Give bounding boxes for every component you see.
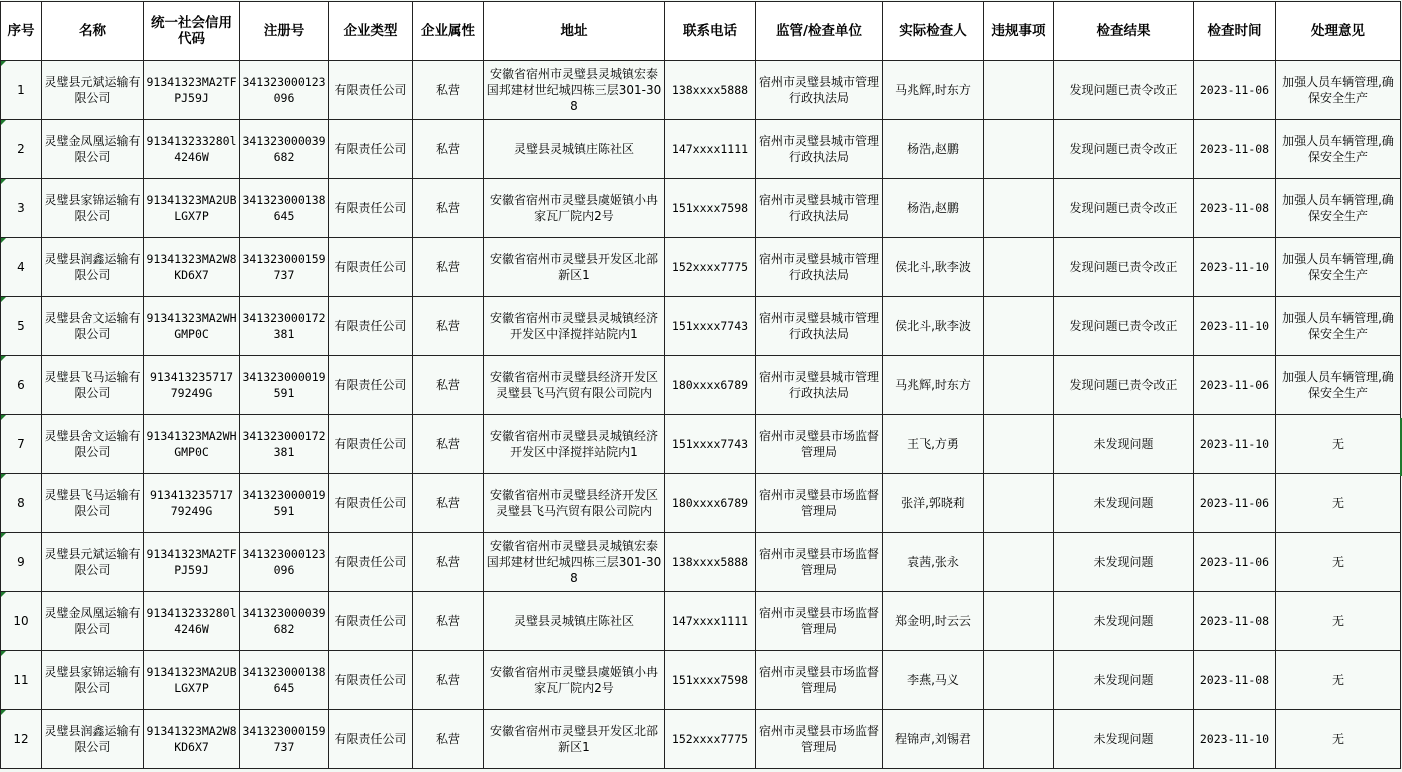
cell-opinion[interactable]: 无 — [1276, 533, 1401, 592]
cell-result[interactable]: 未发现问题 — [1054, 592, 1194, 651]
header-address[interactable]: 地址 — [484, 2, 665, 61]
cell-violation[interactable] — [984, 179, 1054, 238]
cell-opinion[interactable]: 无 — [1276, 415, 1401, 474]
cell-unit[interactable]: 宿州市灵璧县城市管理行政执法局 — [756, 120, 883, 179]
table-row — [1, 533, 1401, 592]
cell-credit-code[interactable]: 913413235717 79249G — [144, 356, 240, 415]
cell-violation[interactable] — [984, 592, 1054, 651]
cell-credit-code[interactable]: 91341323MA2TFPJ59J — [144, 61, 240, 120]
cell-credit-code[interactable]: 91341323MA2WHGMP0C — [144, 297, 240, 356]
header-company-attr[interactable]: 企业属性 — [413, 2, 484, 61]
cell-company-attr[interactable]: 私营 — [413, 474, 484, 533]
cell-company-type[interactable]: 有限责任公司 — [329, 179, 413, 238]
cell-company-type[interactable]: 有限责任公司 — [329, 238, 413, 297]
header-reg-no[interactable]: 注册号 — [240, 2, 329, 61]
cell-company-type[interactable]: 有限责任公司 — [329, 592, 413, 651]
cell-company-type[interactable]: 有限责任公司 — [329, 356, 413, 415]
cell-address[interactable]: 安徽省宿州市灵璧县虞姬镇小冉家瓦厂院内2号 — [484, 179, 665, 238]
cell-violation[interactable] — [984, 61, 1054, 120]
cell-violation[interactable] — [984, 415, 1054, 474]
cell-company-attr[interactable]: 私营 — [413, 297, 484, 356]
cell-opinion[interactable]: 加强人员车辆管理,确保安全生产 — [1276, 179, 1401, 238]
cell-unit[interactable]: 宿州市灵璧县城市管理行政执法局 — [756, 61, 883, 120]
cell-address[interactable]: 安徽省宿州市灵璧县开发区北部新区1 — [484, 710, 665, 769]
cell-no[interactable]: 1 — [1, 61, 42, 120]
cell-inspector[interactable]: 张洋,郭晓莉 — [883, 474, 984, 533]
cell-date[interactable]: 2023-11-10 — [1194, 710, 1276, 769]
cell-company-attr[interactable]: 私营 — [413, 592, 484, 651]
cell-reg-no[interactable]: 341323000159737 — [240, 238, 329, 297]
cell-inspector[interactable]: 李燕,马义 — [883, 651, 984, 710]
cell-company-attr[interactable]: 私营 — [413, 120, 484, 179]
table-row — [1, 356, 1401, 415]
cell-no[interactable]: 10 — [1, 592, 42, 651]
cell-reg-no[interactable]: 341323000172381 — [240, 297, 329, 356]
cell-opinion[interactable]: 加强人员车辆管理,确保安全生产 — [1276, 61, 1401, 120]
cell-unit[interactable]: 宿州市灵璧县城市管理行政执法局 — [756, 179, 883, 238]
header-result[interactable]: 检查结果 — [1054, 2, 1194, 61]
cell-inspector[interactable]: 侯北斗,耿李波 — [883, 297, 984, 356]
cell-company-type[interactable]: 有限责任公司 — [329, 120, 413, 179]
inspection-table — [0, 1, 1401, 769]
cell-phone[interactable]: 151xxxx7598 — [665, 651, 756, 710]
cell-opinion[interactable]: 无 — [1276, 651, 1401, 710]
cell-credit-code[interactable]: 91341323MA2W8KD6X7 — [144, 238, 240, 297]
cell-date[interactable]: 2023-11-06 — [1194, 61, 1276, 120]
cell-reg-no[interactable]: 341323000039682 — [240, 592, 329, 651]
cell-date[interactable]: 2023-11-10 — [1194, 297, 1276, 356]
cell-opinion[interactable]: 加强人员车辆管理,确保安全生产 — [1276, 120, 1401, 179]
cell-opinion[interactable]: 加强人员车辆管理,确保安全生产 — [1276, 356, 1401, 415]
cell-reg-no[interactable]: 341323000123096 — [240, 61, 329, 120]
cell-address[interactable]: 安徽省宿州市灵璧县经济开发区灵璧县飞马汽贸有限公司院内 — [484, 474, 665, 533]
cell-company-attr[interactable]: 私营 — [413, 533, 484, 592]
cell-result[interactable]: 发现问题已责令改正 — [1054, 61, 1194, 120]
table-row — [1, 592, 1401, 651]
header-no[interactable]: 序号 — [1, 2, 42, 61]
header-name[interactable]: 名称 — [42, 2, 144, 61]
cell-unit[interactable]: 宿州市灵璧县市场监督管理局 — [756, 651, 883, 710]
cell-inspector[interactable]: 王飞,方勇 — [883, 415, 984, 474]
cell-company-type[interactable]: 有限责任公司 — [329, 533, 413, 592]
cell-result[interactable]: 未发现问题 — [1054, 651, 1194, 710]
cell-name[interactable]: 灵璧县飞马运输有限公司 — [42, 474, 144, 533]
cell-no[interactable]: 3 — [1, 179, 42, 238]
cell-inspector[interactable]: 马兆辉,时东方 — [883, 61, 984, 120]
cell-address[interactable]: 安徽省宿州市灵璧县开发区北部新区1 — [484, 238, 665, 297]
cell-reg-no[interactable]: 341323000019591 — [240, 474, 329, 533]
cell-opinion[interactable]: 加强人员车辆管理,确保安全生产 — [1276, 297, 1401, 356]
cell-no[interactable]: 4 — [1, 238, 42, 297]
cell-result[interactable]: 未发现问题 — [1054, 415, 1194, 474]
cell-phone[interactable]: 147xxxx1111 — [665, 592, 756, 651]
cell-violation[interactable] — [984, 120, 1054, 179]
header-credit-code[interactable]: 统一社会信用代码 — [144, 2, 240, 61]
cell-name[interactable]: 灵璧县润鑫运输有限公司 — [42, 710, 144, 769]
table-row — [1, 474, 1401, 533]
cell-date[interactable]: 2023-11-08 — [1194, 120, 1276, 179]
cell-unit[interactable]: 宿州市灵璧县市场监督管理局 — [756, 710, 883, 769]
cell-company-attr[interactable]: 私营 — [413, 651, 484, 710]
table-row — [1, 415, 1401, 474]
cell-no[interactable]: 11 — [1, 651, 42, 710]
table-row — [1, 651, 1401, 710]
header-row — [1, 2, 1401, 61]
cell-company-attr[interactable]: 私营 — [413, 415, 484, 474]
cell-date[interactable]: 2023-11-10 — [1194, 415, 1276, 474]
table-row — [1, 179, 1401, 238]
cell-phone[interactable]: 138xxxx5888 — [665, 61, 756, 120]
cell-phone[interactable]: 151xxxx7743 — [665, 297, 756, 356]
cell-result[interactable]: 未发现问题 — [1054, 710, 1194, 769]
table-row — [1, 120, 1401, 179]
cell-company-type[interactable]: 有限责任公司 — [329, 61, 413, 120]
cell-name[interactable]: 灵璧县润鑫运输有限公司 — [42, 238, 144, 297]
cell-reg-no[interactable]: 341323000039682 — [240, 120, 329, 179]
cell-address[interactable]: 安徽省宿州市灵璧县经济开发区灵璧县飞马汽贸有限公司院内 — [484, 356, 665, 415]
cell-reg-no[interactable]: 341323000019591 — [240, 356, 329, 415]
header-phone[interactable]: 联系电话 — [665, 2, 756, 61]
cell-violation[interactable] — [984, 533, 1054, 592]
header-company-type[interactable]: 企业类型 — [329, 2, 413, 61]
header-violation[interactable]: 违规事项 — [984, 2, 1054, 61]
cell-reg-no[interactable]: 341323000159737 — [240, 710, 329, 769]
cell-credit-code[interactable]: 913413235717 79249G — [144, 474, 240, 533]
cell-company-attr[interactable]: 私营 — [413, 710, 484, 769]
cell-address[interactable]: 灵璧县灵城镇庄陈社区 — [484, 120, 665, 179]
cell-name[interactable]: 灵璧金凤凰运输有限公司 — [42, 592, 144, 651]
cell-result[interactable]: 发现问题已责令改正 — [1054, 356, 1194, 415]
cell-unit[interactable]: 宿州市灵璧县城市管理行政执法局 — [756, 297, 883, 356]
cell-phone[interactable]: 138xxxx5888 — [665, 533, 756, 592]
cell-credit-code[interactable]: 91341323MA2UBLGX7P — [144, 651, 240, 710]
cell-violation[interactable] — [984, 297, 1054, 356]
cell-result[interactable]: 未发现问题 — [1054, 474, 1194, 533]
cell-credit-code[interactable]: 913413233280l4246W — [144, 592, 240, 651]
cell-date[interactable]: 2023-11-06 — [1194, 356, 1276, 415]
cell-date[interactable]: 2023-11-10 — [1194, 238, 1276, 297]
cell-violation[interactable] — [984, 238, 1054, 297]
cell-result[interactable]: 未发现问题 — [1054, 533, 1194, 592]
cell-reg-no[interactable]: 341323000138645 — [240, 179, 329, 238]
table-row — [1, 297, 1401, 356]
cell-unit[interactable]: 宿州市灵璧县市场监督管理局 — [756, 474, 883, 533]
cell-no[interactable]: 5 — [1, 297, 42, 356]
cell-unit[interactable]: 宿州市灵璧县市场监督管理局 — [756, 533, 883, 592]
cell-company-attr[interactable]: 私营 — [413, 356, 484, 415]
cell-result[interactable]: 发现问题已责令改正 — [1054, 297, 1194, 356]
cell-inspector[interactable]: 袁茜,张永 — [883, 533, 984, 592]
cell-date[interactable]: 2023-11-08 — [1194, 651, 1276, 710]
cell-inspector[interactable]: 杨浩,赵鹏 — [883, 120, 984, 179]
cell-inspector[interactable]: 程锦声,刘锡君 — [883, 710, 984, 769]
cell-credit-code[interactable]: 91341323MA2TFPJ59J — [144, 533, 240, 592]
cell-credit-code[interactable]: 91341323MA2WHGMP0C — [144, 415, 240, 474]
cell-no[interactable]: 6 — [1, 356, 42, 415]
cell-no[interactable]: 8 — [1, 474, 42, 533]
cell-inspector[interactable]: 侯北斗,耿李波 — [883, 238, 984, 297]
cell-unit[interactable]: 宿州市灵璧县市场监督管理局 — [756, 592, 883, 651]
cell-address[interactable]: 安徽省宿州市灵璧县虞姬镇小冉家瓦厂院内2号 — [484, 651, 665, 710]
cell-phone[interactable]: 151xxxx7743 — [665, 415, 756, 474]
cell-phone[interactable]: 180xxxx6789 — [665, 474, 756, 533]
cell-company-attr[interactable]: 私营 — [413, 61, 484, 120]
cell-credit-code[interactable]: 913413233280l4246W — [144, 120, 240, 179]
cell-name[interactable]: 灵璧县家锦运输有限公司 — [42, 651, 144, 710]
header-inspector[interactable]: 实际检查人 — [883, 2, 984, 61]
table-row — [1, 61, 1401, 120]
cell-date[interactable]: 2023-11-06 — [1194, 474, 1276, 533]
cell-no[interactable]: 7 — [1, 415, 42, 474]
cell-phone[interactable]: 151xxxx7598 — [665, 179, 756, 238]
table-row — [1, 238, 1401, 297]
cell-inspector[interactable]: 马兆辉,时东方 — [883, 356, 984, 415]
cell-opinion[interactable]: 无 — [1276, 710, 1401, 769]
cell-date[interactable]: 2023-11-06 — [1194, 533, 1276, 592]
cell-reg-no[interactable]: 341323000123096 — [240, 533, 329, 592]
cell-company-type[interactable]: 有限责任公司 — [329, 651, 413, 710]
cell-unit[interactable]: 宿州市灵璧县城市管理行政执法局 — [756, 238, 883, 297]
cell-phone[interactable]: 152xxxx7775 — [665, 710, 756, 769]
cell-company-attr[interactable]: 私营 — [413, 238, 484, 297]
cell-address[interactable]: 安徽省宿州市灵璧县灵城镇经济开发区中泽搅拌站院内1 — [484, 297, 665, 356]
cell-reg-no[interactable]: 341323000138645 — [240, 651, 329, 710]
cell-opinion[interactable]: 无 — [1276, 592, 1401, 651]
cell-unit[interactable]: 宿州市灵璧县城市管理行政执法局 — [756, 356, 883, 415]
cell-credit-code[interactable]: 91341323MA2W8KD6X7 — [144, 710, 240, 769]
cell-company-type[interactable]: 有限责任公司 — [329, 710, 413, 769]
cell-name[interactable]: 灵璧县舍文运输有限公司 — [42, 415, 144, 474]
cell-address[interactable]: 安徽省宿州市灵璧县灵城镇经济开发区中泽搅拌站院内1 — [484, 415, 665, 474]
cell-opinion[interactable]: 加强人员车辆管理,确保安全生产 — [1276, 238, 1401, 297]
cell-address[interactable]: 安徽省宿州市灵璧县灵城镇宏泰国邦建材世纪城四栋三层301-308 — [484, 61, 665, 120]
cell-company-type[interactable]: 有限责任公司 — [329, 415, 413, 474]
table-row — [1, 710, 1401, 769]
cell-opinion[interactable]: 无 — [1276, 474, 1401, 533]
cell-credit-code[interactable]: 91341323MA2UBLGX7P — [144, 179, 240, 238]
cell-inspector[interactable]: 杨浩,赵鹏 — [883, 179, 984, 238]
cell-result[interactable]: 发现问题已责令改正 — [1054, 179, 1194, 238]
header-opinion[interactable]: 处理意见 — [1276, 2, 1401, 61]
cell-reg-no[interactable]: 341323000172381 — [240, 415, 329, 474]
cell-address[interactable]: 安徽省宿州市灵璧县灵城镇宏泰国邦建材世纪城四栋三层301-308 — [484, 533, 665, 592]
cell-company-type[interactable]: 有限责任公司 — [329, 297, 413, 356]
cell-result[interactable]: 发现问题已责令改正 — [1054, 120, 1194, 179]
cell-company-type[interactable]: 有限责任公司 — [329, 474, 413, 533]
cell-name[interactable]: 灵璧县飞马运输有限公司 — [42, 356, 144, 415]
cell-date[interactable]: 2023-11-08 — [1194, 592, 1276, 651]
cell-violation[interactable] — [984, 474, 1054, 533]
header-unit[interactable]: 监管/检查单位 — [756, 2, 883, 61]
cell-phone[interactable]: 152xxxx7775 — [665, 238, 756, 297]
cell-name[interactable]: 灵璧金凤凰运输有限公司 — [42, 120, 144, 179]
cell-no[interactable]: 12 — [1, 710, 42, 769]
header-date[interactable]: 检查时间 — [1194, 2, 1276, 61]
cell-no[interactable]: 9 — [1, 533, 42, 592]
cell-inspector[interactable]: 郑金明,时云云 — [883, 592, 984, 651]
cell-name[interactable]: 灵璧县元斌运输有限公司 — [42, 533, 144, 592]
cell-result[interactable]: 发现问题已责令改正 — [1054, 238, 1194, 297]
cell-name[interactable]: 灵璧县家锦运输有限公司 — [42, 179, 144, 238]
cell-date[interactable]: 2023-11-08 — [1194, 179, 1276, 238]
cell-phone[interactable]: 180xxxx6789 — [665, 356, 756, 415]
cell-violation[interactable] — [984, 356, 1054, 415]
cell-address[interactable]: 灵璧县灵城镇庄陈社区 — [484, 592, 665, 651]
cell-no[interactable]: 2 — [1, 120, 42, 179]
cell-violation[interactable] — [984, 710, 1054, 769]
cell-name[interactable]: 灵璧县舍文运输有限公司 — [42, 297, 144, 356]
cell-phone[interactable]: 147xxxx1111 — [665, 120, 756, 179]
cell-name[interactable]: 灵璧县元斌运输有限公司 — [42, 61, 144, 120]
cell-violation[interactable] — [984, 651, 1054, 710]
cell-unit[interactable]: 宿州市灵璧县市场监督管理局 — [756, 415, 883, 474]
cell-company-attr[interactable]: 私营 — [413, 179, 484, 238]
